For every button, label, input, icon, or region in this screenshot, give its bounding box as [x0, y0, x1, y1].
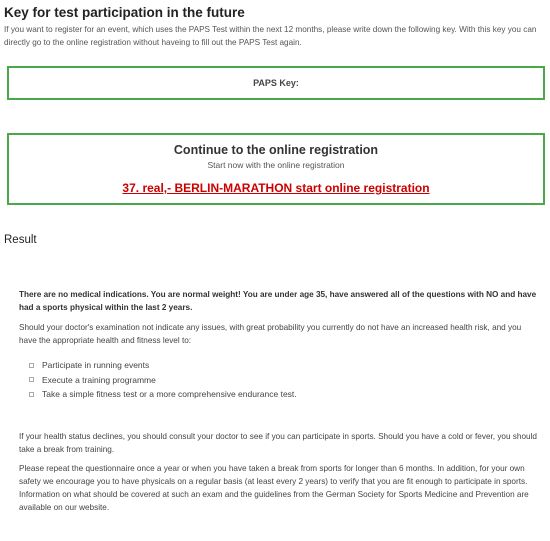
paps-key-label: PAPS Key:: [253, 78, 299, 88]
key-section-title: Key for test participation in the future: [4, 5, 245, 20]
registration-title: Continue to the online registration: [173, 143, 379, 157]
list-item-label: Participate in running events: [42, 360, 150, 370]
online-registration-box: [7, 133, 545, 205]
list-item: [29, 387, 297, 402]
result-heading: Result: [4, 234, 37, 246]
result-decline-text: If your health status declines, you should consult your doctor to see if you can participate in sports. Should you have a cold or fever, you should take a break from training.: [19, 432, 537, 454]
paps-key-box: [7, 66, 545, 100]
list-item: [29, 373, 297, 388]
list-item: [29, 358, 297, 373]
result-summary: There are no medical indications. You are normal weight! You are under age 35, have answered all of the questions with NO and have had a sports physical within the last 2 years.: [19, 290, 537, 312]
list-item-label: Execute a training programme: [42, 374, 156, 385]
list-item-label: Take a simple fitness test or a more comprehensive endurance test.: [42, 389, 297, 399]
result-repeat-text: Please repeat the questionnaire once a year or when you have taken a break from sports for longer than 6 months. In addition, for your own safety we encourage you to have physicals on a regular basis (at least every 2 years) to verify that you are fit enough to participate in sports. Information on what should be covered at such an exam and the guidelines from the German Society for Sports Medicine and Prevention are available on our website.: [19, 464, 529, 512]
bullet-icon: [29, 392, 34, 397]
fitness-activity-list: [29, 358, 297, 402]
result-exam-text: Should your doctor's examination not indicate any issues, with great probability you currently do not have an increased health risk, and you have the appropriate health and fitness level to:: [19, 323, 522, 345]
key-section-description: If you want to register for an event, which uses the PAPS Test within the next 12 months, please write down the following key. With this key you can directly go to the online registration without haveing to fill out the PAPS Test again.: [4, 25, 537, 47]
bullet-icon: [29, 377, 34, 382]
registration-subtitle: Start now with the online registration: [207, 160, 345, 170]
bullet-icon: [29, 363, 34, 368]
online-registration-link[interactable]: 37. real,- BERLIN-MARATHON start online registration: [122, 181, 430, 195]
